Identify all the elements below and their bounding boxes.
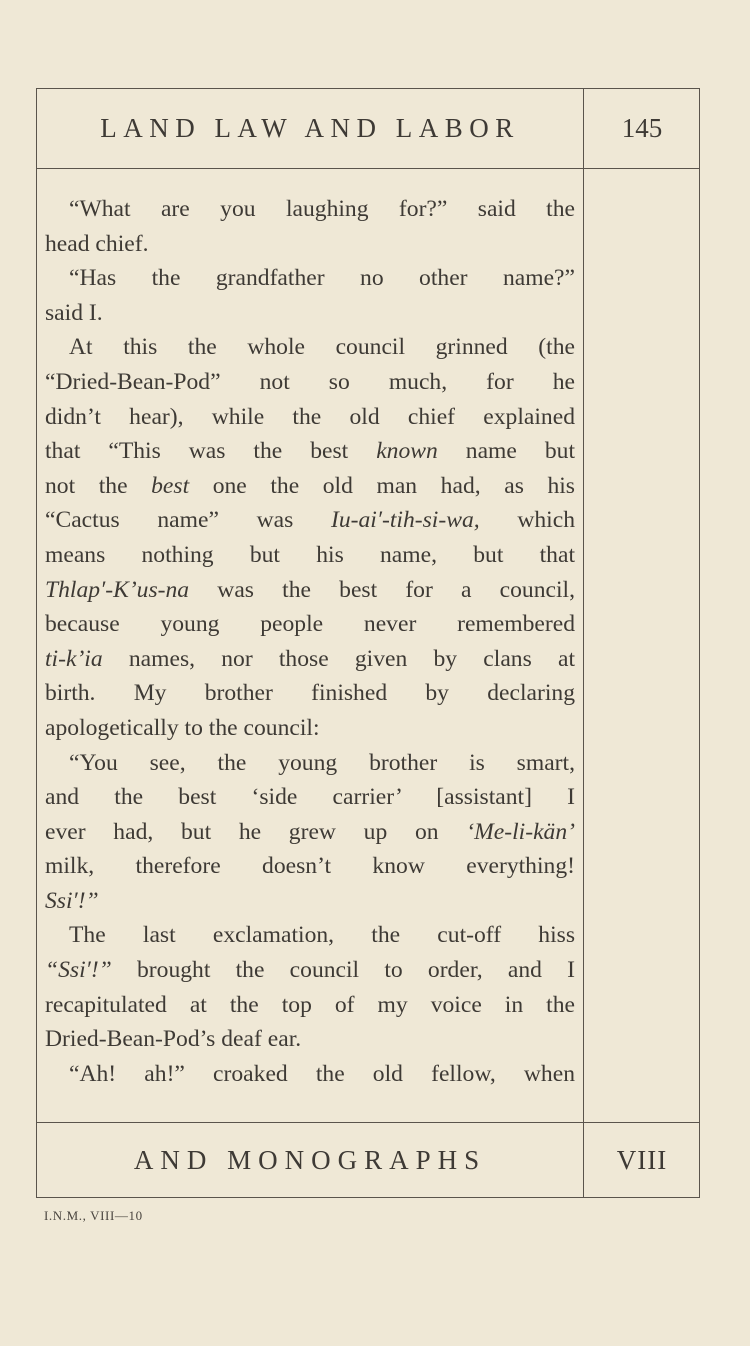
page-frame bbox=[36, 88, 700, 1198]
text-line: and the best ‘side carrier’ [assistant] I bbox=[45, 784, 575, 811]
volume-number: VIII bbox=[616, 1144, 668, 1175]
text-line bbox=[45, 884, 575, 919]
text-line: The last exclamation, the cut-off hiss bbox=[69, 922, 575, 949]
italic-word: best bbox=[151, 472, 190, 499]
italic-word: “Ssi′!” bbox=[45, 957, 112, 984]
text-line: “Dried-Bean-Pod” not so much, for he bbox=[45, 368, 575, 395]
text-line: birth. My brother finished by declaring bbox=[45, 680, 575, 707]
text-line: not the best one the old man had, as his bbox=[45, 472, 575, 499]
text-line: means nothing but his name, but that bbox=[45, 541, 575, 568]
text-line: recapitulated at the top of my voice in the bbox=[45, 991, 575, 1018]
italic-word: Ssi′!” bbox=[45, 887, 99, 914]
text-line: ever had, but he grew up on ‘Me-li-kän’ bbox=[45, 818, 575, 845]
italic-word: ‘Me-li-kän’ bbox=[466, 818, 575, 845]
italic-word: ti-k’ia bbox=[45, 645, 103, 672]
text-line: said I. bbox=[45, 299, 103, 326]
running-footer bbox=[37, 1122, 699, 1199]
text-line: head chief. bbox=[45, 230, 149, 257]
page-number: 145 bbox=[621, 112, 663, 143]
body-text bbox=[45, 192, 575, 1091]
text-line: “Has the grandfather no other name?” bbox=[69, 265, 575, 292]
text-line: “You see, the young brother is smart, bbox=[69, 749, 575, 776]
text-line: “Ah! ah!” croaked the old fellow, when bbox=[69, 1060, 575, 1087]
italic-word: known bbox=[376, 438, 438, 465]
text-line: because young people never remembered bbox=[45, 611, 575, 638]
text-line: apologetically to the council: bbox=[45, 714, 320, 741]
text-line: Thlap′-K’us-na was the best for a council, bbox=[45, 576, 575, 603]
signature-mark: I.N.M., VIII—10 bbox=[44, 1208, 143, 1223]
italic-word: Thlap′-K’us-na bbox=[45, 576, 190, 603]
series-title: AND MONOGRAPHS bbox=[133, 1144, 487, 1175]
text-line: At this the whole council grinned (the bbox=[69, 334, 575, 361]
italic-word: Iu-ai′-tih-si-wa, bbox=[330, 507, 480, 534]
text-line: milk, therefore doesn’t know everything! bbox=[45, 853, 575, 880]
text-line: Dried-Bean-Pod’s deaf ear. bbox=[45, 1026, 302, 1053]
column-divider bbox=[583, 89, 584, 1197]
text-line: “What are you laughing for?” said the bbox=[69, 196, 575, 222]
text-line: ti-k’ia names, nor those given by clans at bbox=[45, 645, 575, 672]
running-title: LAND LAW AND LABOR bbox=[100, 112, 520, 143]
text-line: didn’t hear), while the old chief explained bbox=[45, 403, 575, 430]
text-line: that “This was the best known name but bbox=[45, 438, 576, 465]
text-line: “Ssi′!” brought the council to order, and I bbox=[45, 957, 575, 984]
running-header bbox=[37, 89, 699, 169]
text-line: “Cactus name” was Iu-ai′-tih-si-wa, which bbox=[45, 507, 575, 534]
